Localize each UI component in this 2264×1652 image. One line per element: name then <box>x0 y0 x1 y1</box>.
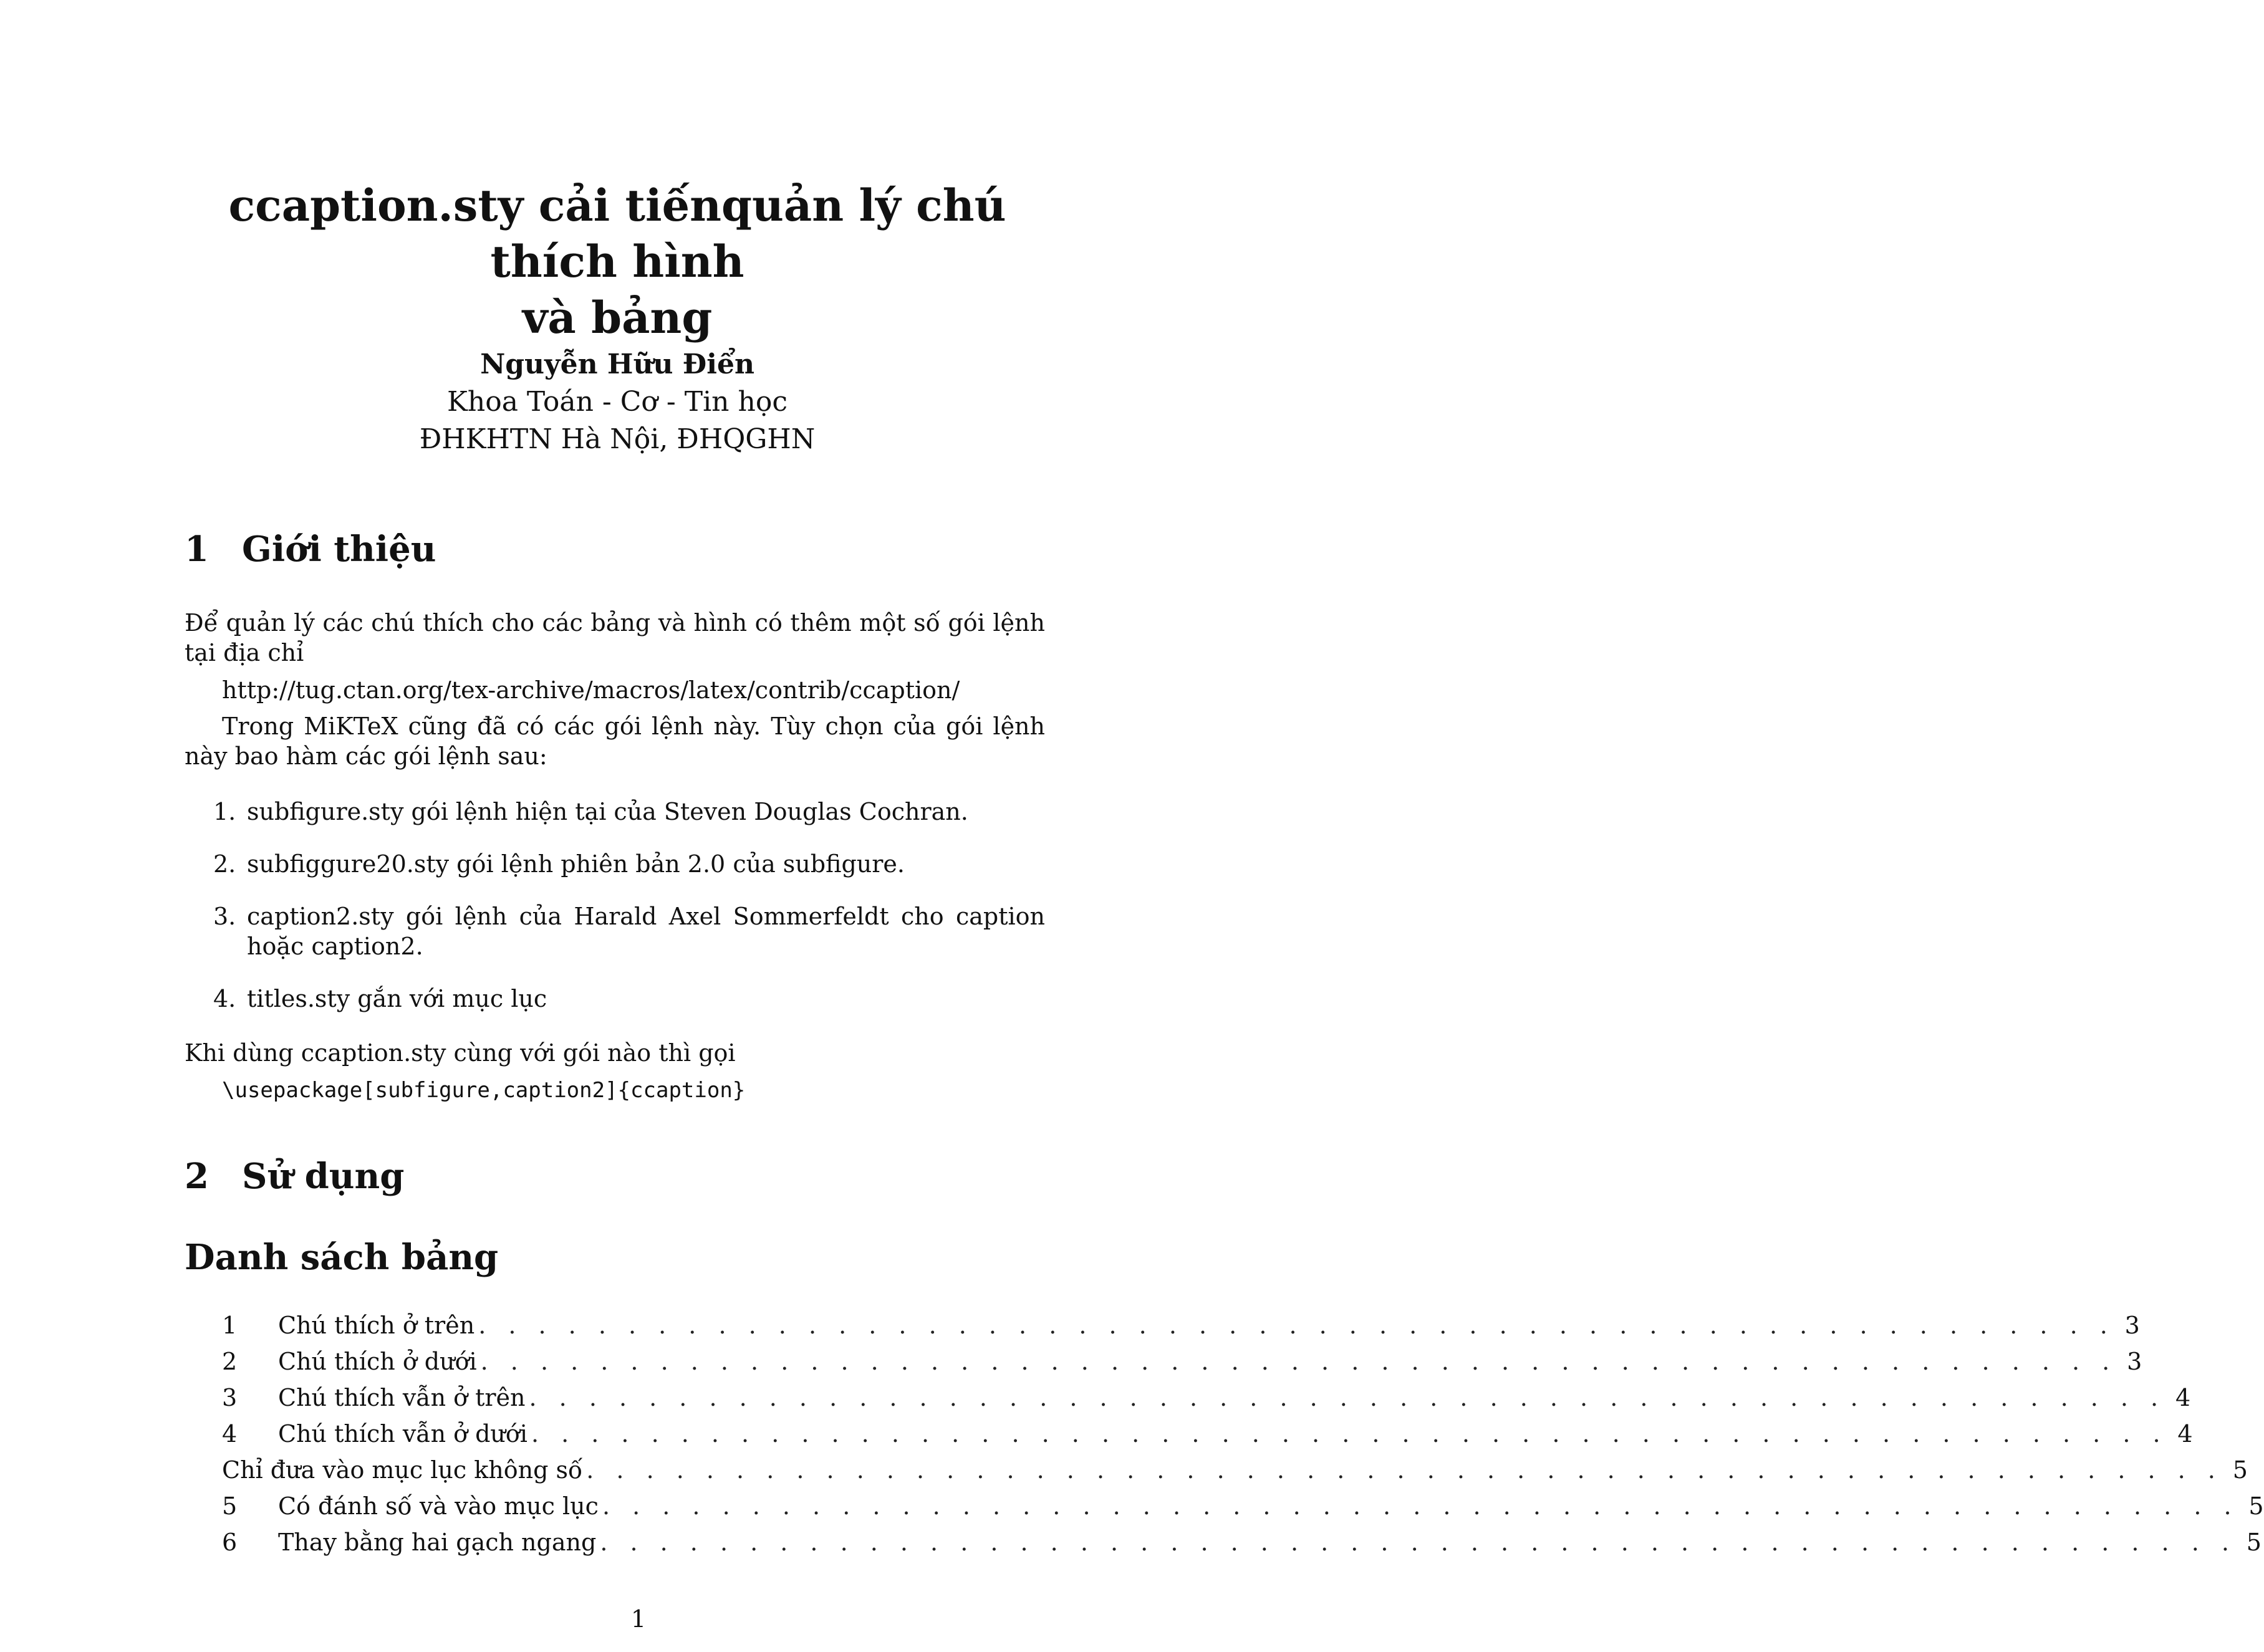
lot-entry-title: Có đánh số và vào mục lục <box>278 1492 599 1520</box>
section-1-heading <box>185 527 436 571</box>
section-1-intro: Để quản lý các chú thích cho các bảng và hình có thêm một số gói lệnh tại địa chỉ <box>185 609 1045 666</box>
lot-entry-page: 5 <box>2232 1456 2248 1484</box>
author-block <box>187 346 1048 458</box>
lot-entry[interactable] <box>222 1380 2191 1416</box>
usepackage-code: \usepackage[subfigure,caption2]{ccaption} <box>222 1078 746 1103</box>
section-1-title: Giới thiệu <box>242 529 436 570</box>
lot-entry-title: Chỉ đưa vào mục lục không số <box>222 1456 583 1484</box>
package-list <box>185 797 1045 1036</box>
usage-intro: Khi dùng ccaption.sty cùng với gói nào thì gọi <box>185 1039 736 1067</box>
leader-dots: . . . . . . . . . . . . . . . . . . . . . . . . . . . . . . . . . . . . . . . . . . . . . . . . . . . . . . . <box>478 1312 2115 1339</box>
list-item-text: caption2.sty gói lệnh của Harald Axel Sommerfeldt cho caption hoặc caption2. <box>247 903 1045 960</box>
lot-entry-number: 6 <box>222 1529 238 1556</box>
section-2-number: 2 <box>185 1156 209 1197</box>
author-name: Nguyễn Hữu Điển <box>480 348 754 380</box>
page-number: 1 <box>630 1605 647 1633</box>
lot-entry-number: 1 <box>222 1312 238 1339</box>
leader-dots: . . . . . . . . . . . . . . . . . . . . . . . . . . . . . . . . . . . . . . . . . . . . . . . . . . . . . . . <box>600 1529 2237 1556</box>
section-1-paragraph-2: Trong MiKTeX cũng đã có các gói lệnh này. Tùy chọn của gói lệnh này bao hàm các gói lệnh sau: <box>185 713 1045 770</box>
section-1-number: 1 <box>185 529 209 570</box>
list-item <box>185 901 1045 961</box>
lot-entry[interactable] <box>222 1343 2142 1380</box>
lot-entry[interactable] <box>222 1416 2193 1452</box>
list-item <box>185 849 1045 879</box>
list-item-text: subfiggure20.sty gói lệnh phiên bản 2.0 của subfigure. <box>247 850 905 878</box>
list-item-text: subfigure.sty gói lệnh hiện tại của Steven Douglas Cochran. <box>247 798 968 825</box>
author-affiliation-1: Khoa Toán - Cơ - Tin học <box>447 386 788 418</box>
lot-entry-page: 4 <box>2175 1384 2191 1411</box>
lot-entry-title: Thay bằng hai gạch ngang <box>278 1529 597 1556</box>
author-affiliation-2: ĐHKHTN Hà Nội, ĐHQGHN <box>419 423 816 455</box>
lot-entry-number: 3 <box>222 1384 238 1411</box>
lot-entry-page: 5 <box>2246 1529 2262 1556</box>
list-item <box>185 797 1045 827</box>
lot-entry-number: 5 <box>222 1492 238 1520</box>
list-marker: 3. <box>213 903 236 930</box>
lot-entry-page: 5 <box>2248 1492 2264 1520</box>
lot-entry-page: 4 <box>2177 1420 2193 1448</box>
list-of-tables <box>222 1307 2264 1560</box>
lot-entry-number: 4 <box>222 1420 238 1448</box>
list-of-tables-heading: Danh sách bảng <box>185 1237 499 1278</box>
ctan-url: http://tug.ctan.org/tex-archive/macros/latex/contrib/ccaption/ <box>222 676 960 704</box>
lot-entry-page: 3 <box>2127 1348 2142 1375</box>
leader-dots: . . . . . . . . . . . . . . . . . . . . . . . . . . . . . . . . . . . . . . . . . . . . . . . . . . . . . . . <box>531 1420 2168 1448</box>
list-item-text: titles.sty gắn với mục lục <box>247 985 547 1012</box>
lot-entry[interactable] <box>222 1307 2140 1343</box>
leader-dots: . . . . . . . . . . . . . . . . . . . . . . . . . . . . . . . . . . . . . . . . . . . . . . . . . . . . . . . <box>529 1384 2166 1411</box>
lot-entry-number: 2 <box>222 1348 238 1375</box>
leader-dots: . . . . . . . . . . . . . . . . . . . . . . . . . . . . . . . . . . . . . . . . . . . . . . . . . . . . . . . <box>480 1348 2117 1375</box>
lot-entry-title: Chú thích vẫn ở dưới <box>278 1420 527 1448</box>
title-line-2: và bảng <box>522 292 713 343</box>
list-item <box>185 984 1045 1014</box>
leader-dots: . . . . . . . . . . . . . . . . . . . . . . . . . . . . . . . . . . . . . . . . . . . . . . . . . . . . . . . <box>602 1492 2239 1520</box>
list-marker: 1. <box>213 798 236 825</box>
section-2-title: Sử dụng <box>242 1156 405 1197</box>
lot-entry-title: Chú thích ở trên <box>278 1312 475 1339</box>
lot-entry[interactable] <box>222 1524 2262 1560</box>
leader-dots: . . . . . . . . . . . . . . . . . . . . . . . . . . . . . . . . . . . . . . . . . . . . . . . . . . . . . . . <box>586 1456 2223 1484</box>
section-2-heading <box>185 1155 404 1198</box>
list-marker: 4. <box>213 985 236 1012</box>
lot-entry-unnumbered[interactable] <box>222 1452 2248 1488</box>
lot-entry-title: Chú thích vẫn ở trên <box>278 1384 526 1411</box>
lot-entry-page: 3 <box>2124 1312 2140 1339</box>
lot-entry[interactable] <box>222 1488 2264 1524</box>
lot-entry-title: Chú thích ở dưới <box>278 1348 477 1375</box>
title-line-1: ccaption.sty cải tiếnquản lý chú thích hình <box>228 180 1006 287</box>
paper-title <box>187 178 1048 346</box>
list-marker: 2. <box>213 850 236 878</box>
